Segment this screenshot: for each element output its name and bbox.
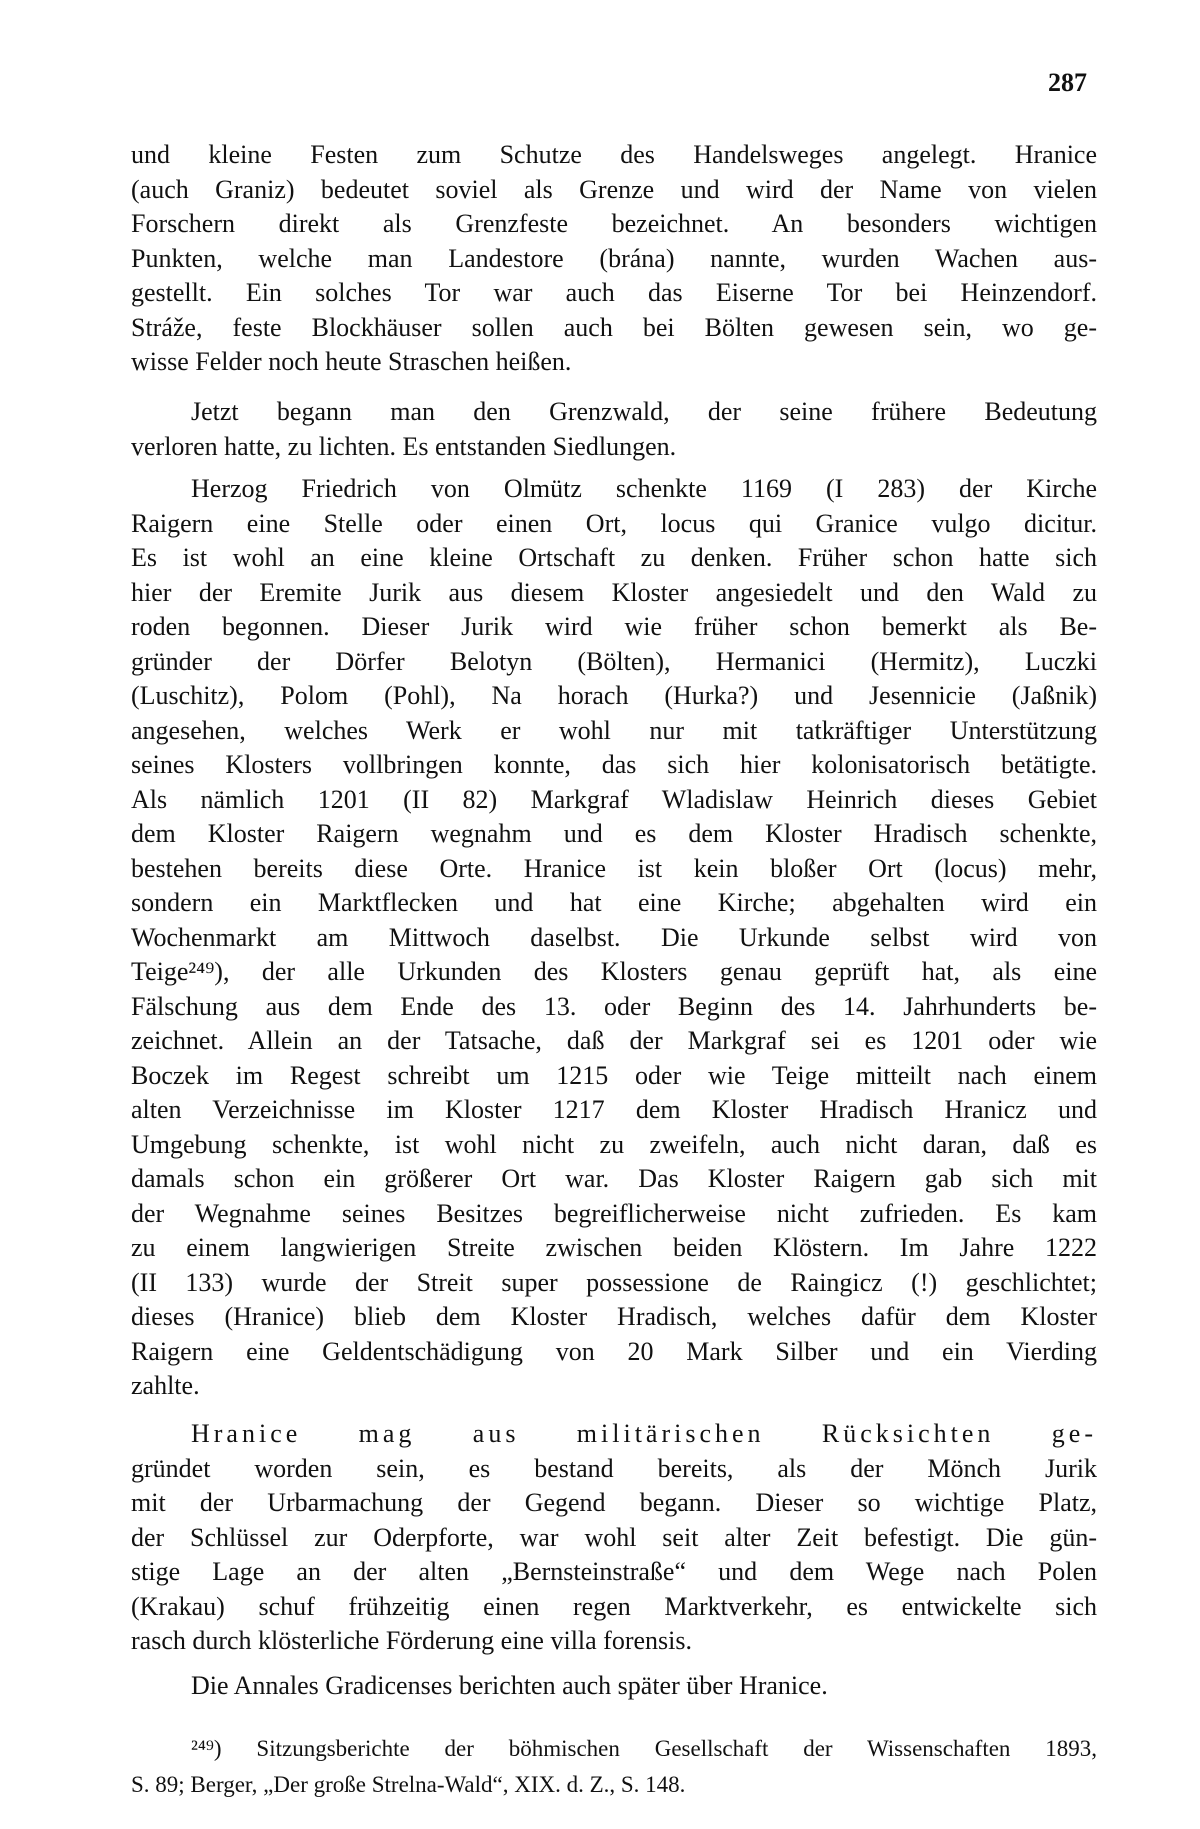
footnote-line: S. 89; Berger, „Der große Strelna-Wald“, XIX. d. Z., S. 148.	[131, 1772, 686, 1797]
text-line: alten Verzeichnisse im Kloster 1217 dem Kloster Hradisch Hranicz und	[131, 1095, 1097, 1124]
text-line: verloren hatte, zu lichten. Es entstanden Siedlungen.	[131, 431, 677, 461]
text-line: Es ist wohl an eine kleine Ortschaft zu denken. Früher schon hatte sich	[131, 543, 1097, 572]
text-line: Fälschung aus dem Ende des 13. oder Beginn des 14. Jahrhunderts be-	[131, 991, 1097, 1021]
text-line: Forschern direkt als Grenzfeste bezeichnet. An besonders wichtigen	[131, 209, 1097, 238]
text-line: (auch Graniz) bedeutet soviel als Grenze und wird der Name von vielen	[131, 174, 1097, 204]
text-line: Boczek im Regest schreibt um 1215 oder wie Teige mitteilt nach einem	[131, 1060, 1097, 1090]
text-line: Stráže, feste Blockhäuser sollen auch bei Bölten gewesen sein, wo ge-	[131, 312, 1097, 342]
text-line: (Krakau) schuf frühzeitig einen regen Marktverkehr, es entwickelte sich	[131, 1591, 1097, 1621]
paragraph	[131, 138, 1097, 380]
text-line: (Luschitz), Polom (Pohl), Na horach (Hurka?) und Jesennicie (Jaßnik)	[131, 681, 1097, 710]
text-line: seines Klosters vollbringen konnte, das sich hier kolonisatorisch betätigte.	[131, 750, 1097, 779]
text-line: bestehen bereits diese Orte. Hranice ist kein bloßer Ort (locus) mehr,	[131, 853, 1097, 883]
text-line: roden begonnen. Dieser Jurik wird wie früher schon bemerkt als Be-	[131, 612, 1097, 641]
text-line: Raigern eine Geldentschädigung von 20 Mark Silber und ein Vierding	[131, 1336, 1097, 1366]
text-line: gestellt. Ein solches Tor war auch das Eiserne Tor bei Heinzendorf.	[131, 278, 1097, 307]
text-line: stige Lage an der alten „Bernsteinstraße“ und dem Wege nach Polen	[131, 1557, 1097, 1586]
text-line: Als nämlich 1201 (II 82) Markgraf Wladislaw Heinrich dieses Gebiet	[131, 784, 1097, 814]
text-line: Raigern eine Stelle oder einen Ort, locus qui Granice vulgo dicitur.	[131, 508, 1097, 538]
text-line: der Wegnahme seines Besitzes begreiflicherweise nicht zufrieden. Es kam	[131, 1198, 1097, 1228]
text-line: sondern ein Marktflecken und hat eine Kirche; abgehalten wird ein	[131, 888, 1097, 917]
paragraph	[131, 1669, 1097, 1704]
text-line: damals schon ein größerer Ort war. Das Kloster Raigern gab sich mit	[131, 1164, 1097, 1193]
text-line: zu einem langwierigen Streite zwischen beiden Klöstern. Im Jahre 1222	[131, 1233, 1097, 1262]
text-line: Wochenmarkt am Mittwoch daselbst. Die Urkunde selbst wird von	[131, 922, 1097, 952]
footnote-line: ²⁴⁹) Sitzungsberichte der böhmischen Gesellschaft der Wissenschaften 1893,	[191, 1736, 1097, 1761]
footnote	[131, 1731, 1097, 1803]
text-line: Die Annales Gradicenses berichten auch später über Hranice.	[191, 1671, 828, 1700]
text-line: wisse Felder noch heute Straschen heißen.	[131, 347, 572, 376]
text-line: rasch durch klösterliche Förderung eine villa forensis.	[131, 1626, 692, 1655]
paragraph	[131, 395, 1097, 464]
text-line: Teige²⁴⁹), der alle Urkunden des Klosters genau geprüft hat, als eine	[131, 957, 1097, 986]
paragraph	[131, 1417, 1097, 1659]
text-line: gründer der Dörfer Belotyn (Bölten), Hermanici (Hermitz), Luczki	[131, 646, 1097, 676]
text-line: (II 133) wurde der Streit super possessione de Raingicz (!) geschlichtet;	[131, 1267, 1097, 1297]
text-line: Punkten, welche man Landestore (brána) nannte, wurden Wachen aus-	[131, 243, 1097, 273]
text-line: und kleine Festen zum Schutze des Handelsweges angelegt. Hranice	[131, 140, 1097, 169]
text-line: gründet worden sein, es bestand bereits, als der Mönch Jurik	[131, 1453, 1097, 1483]
text-line: dieses (Hranice) blieb dem Kloster Hradisch, welches dafür dem Kloster	[131, 1302, 1097, 1331]
text-line: Hranice mag aus militärischen Rücksichten ge-	[191, 1419, 1097, 1448]
page-number: 287	[1048, 68, 1087, 97]
text-line: Herzog Friedrich von Olmütz schenkte 1169 (I 283) der Kirche	[191, 474, 1097, 503]
text-line: mit der Urbarmachung der Gegend begann. Dieser so wichtige Platz,	[131, 1488, 1097, 1517]
paragraph	[131, 472, 1097, 1404]
text-line: der Schlüssel zur Oderpforte, war wohl seit alter Zeit befestigt. Die gün-	[131, 1522, 1097, 1552]
text-line: angesehen, welches Werk er wohl nur mit tatkräftiger Unterstützung	[131, 715, 1097, 745]
text-line: hier der Eremite Jurik aus diesem Kloster angesiedelt und den Wald zu	[131, 577, 1097, 607]
text-line: dem Kloster Raigern wegnahm und es dem Kloster Hradisch schenkte,	[131, 819, 1097, 848]
text-line: zeichnet. Allein an der Tatsache, daß der Markgraf sei es 1201 oder wie	[131, 1026, 1097, 1055]
text-line: Umgebung schenkte, ist wohl nicht zu zweifeln, auch nicht daran, daß es	[131, 1129, 1097, 1159]
text-line: Jetzt begann man den Grenzwald, der seine frühere Bedeutung	[191, 397, 1097, 426]
text-line: zahlte.	[131, 1371, 200, 1400]
